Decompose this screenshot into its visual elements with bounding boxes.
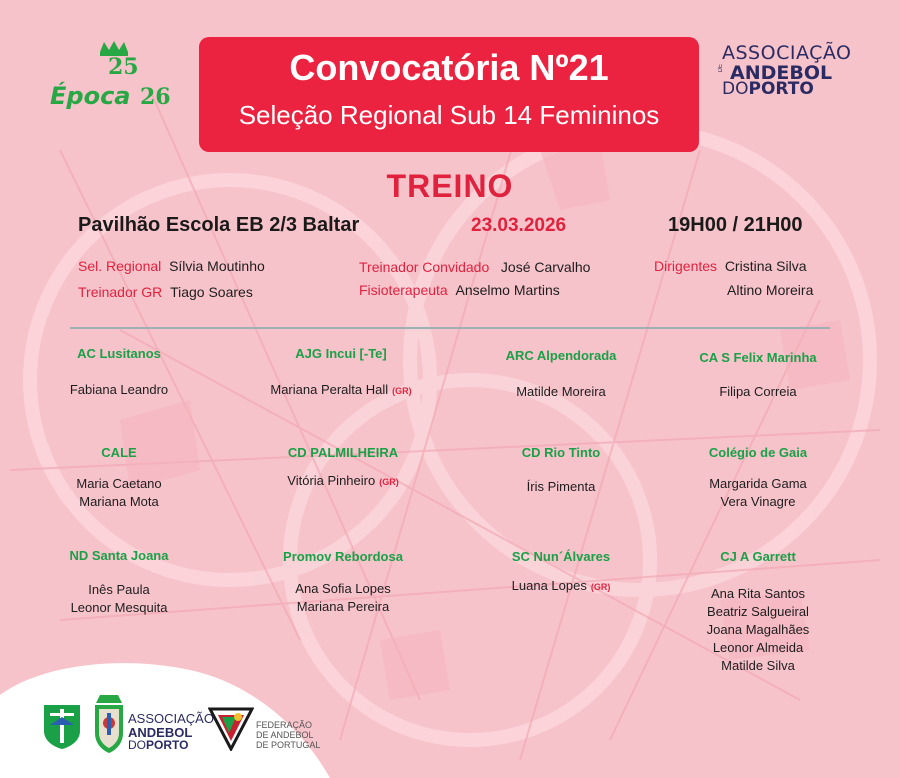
player-name: Fabiana Leandro [69,382,169,397]
staff-dirigente-2: Altino Moreira [727,282,814,298]
association-line3: DOPORTO [722,79,814,99]
player-name: Beatriz Salgueiral [707,604,809,619]
club-block [456,445,666,496]
club-name: CD Rio Tinto [521,445,601,460]
staff-treinador-gr: Treinador GR Tiago Soares [78,284,253,300]
club-name: ND Santa Joana [69,548,169,563]
epoca-word: Época [50,82,131,110]
session-date: 23.03.2026 [471,215,567,236]
player-name: Mariana Peralta Hall (GR) [270,382,412,397]
epoca-logo [48,38,173,118]
header-subtitle: Seleção Regional Sub 14 Femininos [238,100,660,130]
club-block [456,348,666,401]
header-banner [199,37,699,152]
association-logo [718,42,858,97]
player-name: Luana Lopes (GR) [511,578,611,593]
club-block [236,346,446,400]
player-name: Ana Rita Santos [711,586,805,601]
club-block [653,445,863,511]
player-name: Leonor Almeida [712,640,804,655]
player-name: Inês Paula [88,582,150,597]
player-name: Vera Vinagre [720,494,796,509]
player-name: Mariana Pereira [296,599,390,614]
club-block [456,549,666,596]
club-block [14,346,224,399]
club-name: ARC Alpendorada [505,348,617,363]
session-type: TREINO [386,168,514,204]
staff-fisioterapeuta: Fisioterapeuta Anselmo Martins [359,282,560,298]
epoca-year-bottom: 26 [140,84,171,110]
player-name: Ana Sofia Lopes [295,581,391,596]
player-name: Leonor Mesquita [70,600,168,615]
federation-logo-icon [208,703,254,751]
club-block [653,350,863,401]
divider [70,327,830,329]
staff-treinador-convidado: Treinador Convidado José Carvalho [359,259,591,275]
footer-association-line2: ANDEBOL [128,725,193,740]
player-name: Maria Caetano [76,476,162,491]
association-de: DE [718,64,724,73]
club-name: AC Lusitanos [77,346,161,361]
footer-association-line3: DOPORTO [128,738,189,752]
session-time: 19H00 / 21H00 [668,214,803,236]
club-name: CJ A Garrett [720,549,796,564]
club-name: SC Nun´Álvares [511,549,611,564]
venue: Pavilhão Escola EB 2/3 Baltar [78,214,360,236]
player-name: Filipa Correia [719,384,797,399]
goalkeeper-tag: (GR) [590,582,611,592]
goalkeeper-tag: (GR) [379,477,399,487]
player-name: Vitória Pinheiro (GR) [287,473,399,488]
association-crest-icon [92,693,126,755]
association-line2: ANDEBOL [730,62,833,84]
ap-shield-icon [42,703,82,749]
staff-sel-regional: Sel. Regional Sílvia Moutinho [78,258,265,274]
header-title: Convocatória Nº21 [289,47,609,88]
footer-association-line1: ASSOCIAÇÃO [128,711,214,726]
player-name: Íris Pimenta [526,479,596,494]
club-name: Colégio de Gaia [708,445,808,460]
player-name: Margarida Gama [709,476,807,491]
club-block [14,548,224,617]
club-block [653,549,863,675]
club-name: CD PALMILHEIRA [287,445,399,460]
club-block [238,445,448,491]
club-name: Promov Rebordosa [283,549,403,564]
player-name: Mariana Mota [79,494,159,509]
club-name: AJG Incui [-Te] [295,346,387,361]
player-name: Matilde Silva [721,658,795,673]
goalkeeper-tag: (GR) [392,386,412,396]
club-name: CALE [101,445,137,460]
player-name: Matilde Moreira [516,384,606,399]
club-block [14,445,224,511]
club-name: CA S Felix Marinha [699,350,817,365]
staff-dirigentes: Dirigentes Cristina Silva [654,258,807,274]
club-block [238,549,448,616]
epoca-year-top: 25 [108,54,139,80]
player-name: Joana Magalhães [706,622,810,637]
federation-text: FEDERAÇÃO DE ANDEBOL DE PORTUGAL [256,720,321,750]
association-line1: ASSOCIAÇÃO [722,42,852,64]
